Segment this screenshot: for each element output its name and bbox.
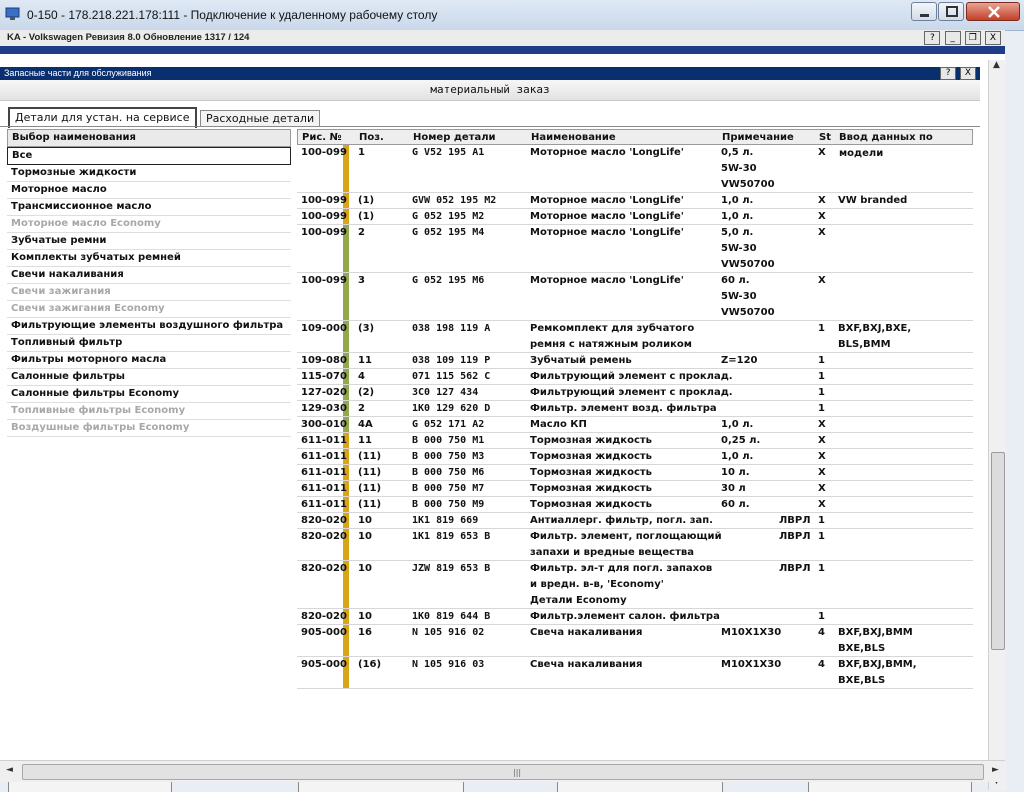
row-pos: (11) bbox=[358, 451, 382, 462]
category-item[interactable]: Салонные фильтры Economy bbox=[7, 386, 291, 403]
scroll-up-icon[interactable]: ▲ bbox=[993, 60, 1000, 70]
row-model-line: BXF,BXJ,BMM bbox=[838, 627, 913, 638]
row-note-line: 0,25 л. bbox=[721, 435, 761, 446]
remote-session bbox=[0, 30, 1005, 781]
col-header-st[interactable]: St bbox=[819, 132, 831, 143]
row-side: ЛВРЛ bbox=[779, 515, 811, 526]
row-st: 1 bbox=[818, 371, 825, 382]
row-st: 1 bbox=[818, 387, 825, 398]
table-row[interactable] bbox=[297, 209, 973, 225]
row-name-line: Детали Economy bbox=[530, 595, 627, 606]
row-pos: 1 bbox=[358, 147, 365, 158]
row-pos: 4A bbox=[358, 419, 373, 430]
row-ris: 100-099 bbox=[301, 147, 347, 158]
dialog-body bbox=[0, 80, 980, 781]
row-pos: (16) bbox=[358, 659, 382, 670]
row-pos: (3) bbox=[358, 323, 375, 334]
row-model-line: BXE,BLS bbox=[838, 643, 886, 654]
table-row[interactable] bbox=[297, 449, 973, 465]
row-pos: (11) bbox=[358, 499, 382, 510]
category-item[interactable]: Все bbox=[7, 147, 291, 165]
row-pos: 4 bbox=[358, 371, 365, 382]
app-title: KA - Volkswagen Ревизия 8.0 Обновление 1317 / 124 bbox=[7, 32, 250, 43]
row-name bbox=[530, 273, 684, 289]
row-name bbox=[530, 625, 642, 641]
vertical-scroll-thumb[interactable] bbox=[991, 452, 1005, 650]
dialog-titlebar bbox=[0, 67, 980, 80]
close-button[interactable] bbox=[966, 2, 1020, 21]
row-pos: (1) bbox=[358, 195, 375, 206]
category-item[interactable]: Свечи накаливания bbox=[7, 267, 291, 284]
category-item[interactable]: Свечи зажигания Economy bbox=[7, 301, 291, 318]
category-list bbox=[7, 129, 291, 437]
row-name bbox=[530, 385, 733, 401]
row-pos: (2) bbox=[358, 387, 375, 398]
row-pos: (11) bbox=[358, 483, 382, 494]
app-help-button[interactable]: ? bbox=[924, 31, 940, 45]
order-header: материальный заказ bbox=[0, 80, 980, 101]
row-pos: 10 bbox=[358, 563, 372, 574]
row-note-line: Z=120 bbox=[721, 355, 758, 366]
col-header-model[interactable]: Ввод данных по модели bbox=[839, 132, 933, 159]
row-pos: 2 bbox=[358, 403, 365, 414]
row-model bbox=[838, 625, 913, 657]
row-ris: 109-000 bbox=[301, 323, 347, 334]
category-item[interactable]: Топливный фильтр bbox=[7, 335, 291, 352]
row-note-line: 5W-30 bbox=[721, 291, 757, 302]
row-name-line: Свеча накаливания bbox=[530, 659, 643, 670]
col-header-note[interactable]: Примечание bbox=[722, 132, 794, 143]
tab-consumables[interactable]: Расходные детали bbox=[200, 110, 320, 127]
row-ris: 115-070 bbox=[301, 371, 347, 382]
row-pos: (1) bbox=[358, 211, 375, 222]
category-item[interactable]: Тормозные жидкости bbox=[7, 165, 291, 182]
row-name-line: Зубчатый ремень bbox=[530, 355, 632, 366]
row-note-line: 1,0 л. bbox=[721, 419, 754, 430]
row-name bbox=[530, 497, 652, 513]
row-model-line: BXF,BXJ,BMM, bbox=[838, 659, 917, 670]
row-part-number: B 000 750 M6 bbox=[412, 467, 485, 478]
scroll-right-icon[interactable]: ► bbox=[992, 765, 999, 775]
row-name bbox=[530, 209, 684, 225]
row-note bbox=[721, 625, 781, 641]
row-name bbox=[530, 481, 652, 497]
row-name bbox=[530, 513, 713, 529]
row-ris: 611-011 bbox=[301, 467, 347, 478]
row-ris: 905-000 bbox=[301, 627, 347, 638]
row-part-number: 038 109 119 P bbox=[412, 355, 491, 366]
row-name-line: Моторное масло 'LongLife' bbox=[530, 227, 684, 238]
row-name bbox=[530, 417, 587, 433]
table-row[interactable] bbox=[297, 609, 973, 625]
row-note bbox=[721, 497, 750, 513]
row-part-number: B 000 750 M9 bbox=[412, 499, 485, 510]
table-row[interactable] bbox=[297, 481, 973, 497]
row-part-number: 3C0 127 434 bbox=[412, 387, 479, 398]
row-model-line: BLS,BMM bbox=[838, 339, 891, 350]
row-name-line: Моторное масло 'LongLife' bbox=[530, 147, 684, 158]
row-note-line: 5,0 л. bbox=[721, 227, 754, 238]
row-pos: 10 bbox=[358, 531, 372, 542]
row-note-line: 1,0 л. bbox=[721, 195, 754, 206]
row-name-line: Свеча накаливания bbox=[530, 627, 643, 638]
scroll-grip-icon: ||| bbox=[513, 768, 522, 777]
row-name bbox=[530, 561, 712, 609]
row-part-number: B 000 750 M7 bbox=[412, 483, 485, 494]
row-name-line: Фильтр. эл-т для погл. запахов bbox=[530, 563, 713, 574]
row-part-number: 1K0 819 644 B bbox=[412, 611, 491, 622]
horizontal-scroll-thumb[interactable] bbox=[22, 764, 984, 780]
row-note bbox=[721, 433, 760, 449]
app-restore-button[interactable]: ❐ bbox=[965, 31, 981, 45]
table-row[interactable] bbox=[297, 497, 973, 513]
row-st: X bbox=[818, 195, 826, 206]
row-st: X bbox=[818, 467, 826, 478]
row-st: 1 bbox=[818, 355, 825, 366]
row-model bbox=[838, 321, 911, 353]
row-pos: (11) bbox=[358, 467, 382, 478]
row-part-number: 1K1 819 653 B bbox=[412, 531, 491, 542]
category-item[interactable]: Комплекты зубчатых ремней bbox=[7, 250, 291, 267]
row-part-number: G 052 171 A2 bbox=[412, 419, 485, 430]
row-note-line: VW50700 bbox=[721, 307, 775, 318]
row-st: 4 bbox=[818, 627, 825, 638]
row-note-line: VW50700 bbox=[721, 179, 775, 190]
row-pos: 11 bbox=[358, 355, 372, 366]
row-ris: 820-020 bbox=[301, 611, 347, 622]
row-ris: 611-011 bbox=[301, 451, 347, 462]
row-name-line: Фильтрующий элемент с проклад. bbox=[530, 387, 733, 398]
row-pos: 10 bbox=[358, 611, 372, 622]
row-ris: 611-011 bbox=[301, 499, 347, 510]
category-item[interactable]: Фильтры моторного масла bbox=[7, 352, 291, 369]
row-name-line: Тормозная жидкость bbox=[530, 451, 653, 462]
row-part-number: 071 115 562 C bbox=[412, 371, 491, 382]
dialog-close-button[interactable]: X bbox=[960, 67, 976, 80]
app-close-button[interactable]: X bbox=[985, 31, 1001, 45]
row-note-line: M10X1X30 bbox=[721, 627, 782, 638]
rdp-title: 0-150 - 178.218.221.178:111 - Подключение к удаленному рабочему столу bbox=[27, 8, 438, 22]
category-list-header: Выбор наименования bbox=[7, 129, 291, 147]
dialog-title: Запасные части для обслуживания bbox=[4, 68, 152, 78]
row-st: 1 bbox=[818, 323, 825, 334]
col-header-pos[interactable]: Поз. bbox=[359, 132, 384, 143]
col-header-name[interactable]: Наименование bbox=[531, 132, 616, 143]
col-header-ris[interactable]: Рис. № bbox=[302, 132, 342, 143]
table-row[interactable] bbox=[297, 369, 973, 385]
row-part-number: G 052 195 M2 bbox=[412, 211, 485, 222]
table-row[interactable] bbox=[297, 465, 973, 481]
row-st: 1 bbox=[818, 403, 825, 414]
row-part-number: 1K0 129 620 D bbox=[412, 403, 491, 414]
table-row[interactable] bbox=[297, 145, 973, 193]
close-icon bbox=[967, 3, 1021, 22]
row-name-line: Тормозная жидкость bbox=[530, 499, 653, 510]
row-note-line: 1,0 л. bbox=[721, 211, 754, 222]
scroll-left-icon[interactable]: ◄ bbox=[6, 765, 13, 775]
row-st: 1 bbox=[818, 563, 825, 574]
table-row[interactable] bbox=[297, 433, 973, 449]
row-ris: 127-020 bbox=[301, 387, 347, 398]
row-note-line: 60 л. bbox=[721, 275, 750, 286]
table-row[interactable] bbox=[297, 513, 973, 529]
row-ris: 820-020 bbox=[301, 563, 347, 574]
table-row[interactable] bbox=[297, 225, 973, 273]
dialog-help-button[interactable]: ? bbox=[940, 67, 956, 80]
row-st: X bbox=[818, 451, 826, 462]
app-menubar-band bbox=[0, 46, 1005, 54]
tab-divider bbox=[0, 126, 980, 127]
row-model-line: VW branded bbox=[838, 195, 908, 206]
row-model-line: BXF,BXJ,BXE, bbox=[838, 323, 912, 334]
table-row[interactable] bbox=[297, 657, 973, 689]
row-name-line: Моторное масло 'LongLife' bbox=[530, 195, 684, 206]
row-st: X bbox=[818, 435, 826, 446]
row-name-line: Фильтрующий элемент с проклад. bbox=[530, 371, 733, 382]
category-item[interactable]: Воздушные фильтры Economy bbox=[7, 420, 291, 437]
row-st: X bbox=[818, 419, 826, 430]
table-row[interactable] bbox=[297, 417, 973, 433]
row-part-number: G 052 195 M6 bbox=[412, 275, 485, 286]
table-row[interactable] bbox=[297, 193, 973, 209]
row-part-number: N 105 916 02 bbox=[412, 627, 485, 638]
row-model bbox=[838, 193, 907, 209]
row-pos: 3 bbox=[358, 275, 365, 286]
row-note bbox=[721, 353, 758, 369]
table-row[interactable] bbox=[297, 385, 973, 401]
row-name bbox=[530, 145, 684, 161]
row-st: X bbox=[818, 147, 826, 158]
row-note bbox=[721, 225, 775, 273]
row-ris: 611-011 bbox=[301, 435, 347, 446]
row-note bbox=[721, 209, 753, 225]
category-item[interactable]: Свечи зажигания bbox=[7, 284, 291, 301]
row-note-line: 60 л. bbox=[721, 499, 750, 510]
row-part-number: 1K1 819 669 bbox=[412, 515, 479, 526]
row-name-line: Антиаллерг. фильтр, погл. зап. bbox=[530, 515, 713, 526]
row-model bbox=[838, 657, 917, 689]
minimize-button[interactable] bbox=[911, 2, 937, 21]
row-ris: 109-080 bbox=[301, 355, 347, 366]
row-st: X bbox=[818, 275, 826, 286]
row-name-line: запахи и вредные вещества bbox=[530, 547, 694, 558]
row-st: 4 bbox=[818, 659, 825, 670]
parts-table bbox=[297, 129, 973, 689]
row-part-number: B 000 750 M3 bbox=[412, 451, 485, 462]
row-name-line: Фильтр. элемент, поглощающий bbox=[530, 531, 722, 542]
rdp-titlebar[interactable] bbox=[0, 0, 1024, 31]
row-note-line: M10X1X30 bbox=[721, 659, 782, 670]
row-ris: 100-099 bbox=[301, 211, 347, 222]
row-side: ЛВРЛ bbox=[779, 531, 811, 542]
table-row[interactable] bbox=[297, 321, 973, 353]
row-part-number: G 052 195 M4 bbox=[412, 227, 485, 238]
row-st: 1 bbox=[818, 611, 825, 622]
row-name-line: Фильтр.элемент салон. фильтра bbox=[530, 611, 720, 622]
table-row[interactable] bbox=[297, 401, 973, 417]
row-ris: 611-011 bbox=[301, 483, 347, 494]
row-name bbox=[530, 401, 717, 417]
row-name-line: Моторное масло 'LongLife' bbox=[530, 275, 684, 286]
row-name bbox=[530, 193, 684, 209]
category-item[interactable]: Фильтрующие элементы воздушного фильтра bbox=[7, 318, 291, 335]
row-note-line: 10 л. bbox=[721, 467, 750, 478]
row-name-line: Тормозная жидкость bbox=[530, 483, 653, 494]
category-item[interactable]: Топливные фильтры Economy bbox=[7, 403, 291, 420]
row-part-number: GVW 052 195 M2 bbox=[412, 195, 497, 206]
row-pos: 10 bbox=[358, 515, 372, 526]
row-ris: 100-099 bbox=[301, 227, 347, 238]
row-ris: 820-020 bbox=[301, 531, 347, 542]
row-name bbox=[530, 529, 722, 561]
row-name bbox=[530, 321, 694, 353]
row-name-line: Ремкомплект для зубчатого bbox=[530, 323, 695, 334]
row-ris: 129-030 bbox=[301, 403, 347, 414]
row-part-number: N 105 916 03 bbox=[412, 659, 485, 670]
table-row[interactable] bbox=[297, 561, 973, 609]
row-name bbox=[530, 225, 684, 241]
row-name bbox=[530, 657, 642, 673]
row-model-line: BXE,BLS bbox=[838, 675, 886, 686]
row-name-line: Фильтр. элемент возд. фильтра bbox=[530, 403, 717, 414]
row-part-number: G V52 195 A1 bbox=[412, 147, 485, 158]
row-note-line: 30 л bbox=[721, 483, 746, 494]
row-name bbox=[530, 609, 720, 625]
row-pos: 2 bbox=[358, 227, 365, 238]
app-minimize-button[interactable]: _ bbox=[945, 31, 961, 45]
row-name-line: Моторное масло 'LongLife' bbox=[530, 211, 684, 222]
row-note bbox=[721, 449, 753, 465]
horizontal-scrollbar[interactable] bbox=[0, 760, 1005, 782]
table-row[interactable] bbox=[297, 625, 973, 657]
row-pos: 16 bbox=[358, 627, 372, 638]
row-name bbox=[530, 353, 632, 369]
row-side: ЛВРЛ bbox=[779, 563, 811, 574]
row-note bbox=[721, 145, 775, 193]
row-note-line: VW50700 bbox=[721, 259, 775, 270]
row-note bbox=[721, 193, 753, 209]
row-note bbox=[721, 273, 775, 321]
minimize-icon bbox=[912, 3, 938, 22]
row-note-line: 5W-30 bbox=[721, 163, 757, 174]
row-note-line: 5W-30 bbox=[721, 243, 757, 254]
category-item[interactable]: Моторное масло Economy bbox=[7, 216, 291, 233]
row-st: X bbox=[818, 227, 826, 238]
table-row[interactable] bbox=[297, 353, 973, 369]
row-name-line: Тормозная жидкость bbox=[530, 435, 653, 446]
row-part-number: 038 198 119 A bbox=[412, 323, 491, 334]
maximize-icon bbox=[939, 3, 965, 22]
maximize-button[interactable] bbox=[938, 2, 964, 21]
row-name bbox=[530, 433, 652, 449]
tab-service-parts[interactable]: Детали для устан. на сервисе bbox=[8, 107, 197, 128]
row-name-line: Масло КП bbox=[530, 419, 587, 430]
row-ris: 905-000 bbox=[301, 659, 347, 670]
category-item[interactable]: Трансмиссионное масло bbox=[7, 199, 291, 216]
row-note bbox=[721, 465, 750, 481]
row-name bbox=[530, 449, 652, 465]
row-name-line: Тормозная жидкость bbox=[530, 467, 653, 478]
row-st: X bbox=[818, 483, 826, 494]
table-row[interactable] bbox=[297, 273, 973, 321]
row-part-number: B 000 750 M1 bbox=[412, 435, 485, 446]
row-note bbox=[721, 417, 753, 433]
row-name-line: ремня с натяжным роликом bbox=[530, 339, 692, 350]
row-ris: 100-099 bbox=[301, 275, 347, 286]
remote-desktop-icon bbox=[5, 7, 21, 21]
row-ris: 820-020 bbox=[301, 515, 347, 526]
row-note-line: 1,0 л. bbox=[721, 451, 754, 462]
category-item[interactable]: Салонные фильтры bbox=[7, 369, 291, 386]
app-titlebar bbox=[0, 30, 1005, 46]
category-item[interactable]: Зубчатые ремни bbox=[7, 233, 291, 250]
row-st: 1 bbox=[818, 515, 825, 526]
row-name bbox=[530, 369, 733, 385]
row-ris: 100-099 bbox=[301, 195, 347, 206]
row-st: 1 bbox=[818, 531, 825, 542]
vertical-scrollbar[interactable] bbox=[988, 60, 1006, 790]
row-note bbox=[721, 657, 781, 673]
col-header-part-number[interactable]: Номер детали bbox=[413, 132, 496, 143]
row-name bbox=[530, 465, 652, 481]
row-st: X bbox=[818, 499, 826, 510]
row-part-number: JZW 819 653 B bbox=[412, 563, 491, 574]
category-item[interactable]: Моторное масло bbox=[7, 182, 291, 199]
row-ris: 300-010 bbox=[301, 419, 347, 430]
table-row[interactable] bbox=[297, 529, 973, 561]
row-note bbox=[721, 481, 746, 497]
row-name-line: и вредн. в-в, 'Economy' bbox=[530, 579, 664, 590]
row-note-line: 0,5 л. bbox=[721, 147, 754, 158]
row-st: X bbox=[818, 211, 826, 222]
row-pos: 11 bbox=[358, 435, 372, 446]
